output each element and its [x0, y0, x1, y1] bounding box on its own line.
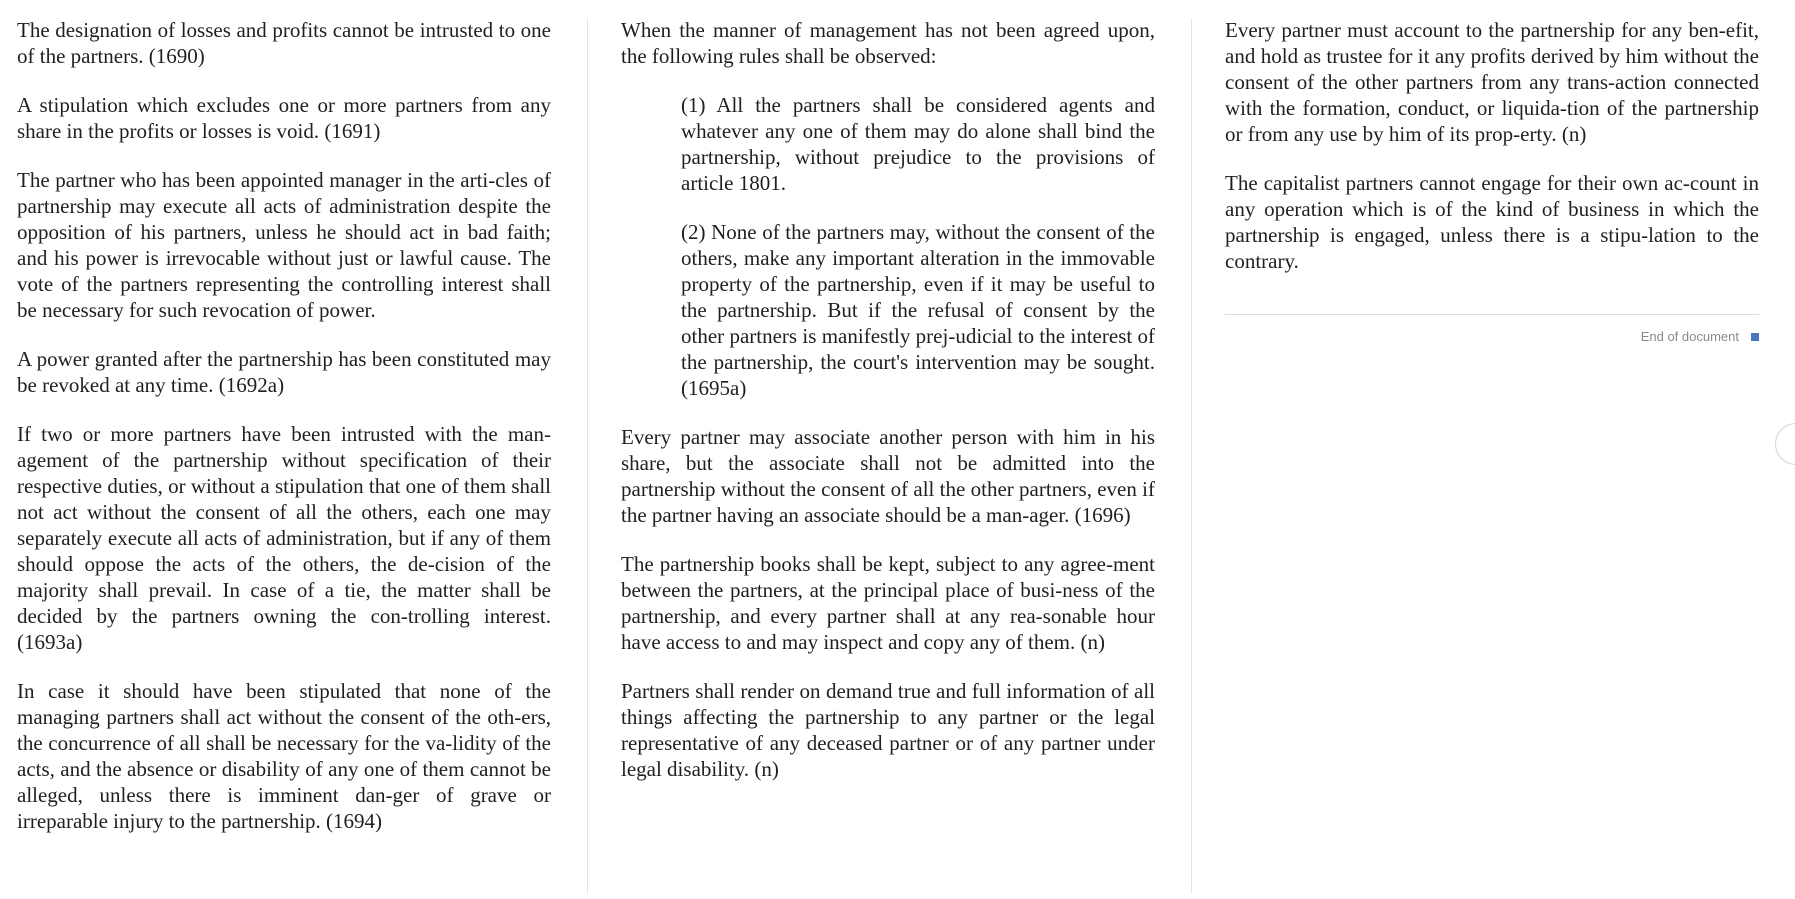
paragraph-1692a: A power granted after the partnership has been constituted may be revoked at any time. (1692a) — [17, 347, 551, 397]
paragraph-management-rules: When the manner of management has not been agreed upon, the following rules shall be observed: — [621, 18, 1155, 68]
paragraph-rule-2: (2) None of the partners may, without the consent of the others, make any important alteration in the immovable property of the partnership, even if it may be useful to the partnership. But if the refusal of consent by the other partners is manifestly prej-udicial to the interest of the partnership, the court's intervention may be sought. (1695a) — [681, 220, 1155, 400]
paragraph-1691: A stipulation which excludes one or more partners from any share in the profits or losses is void. (1691) — [17, 93, 551, 143]
paragraph-capitalist-partners: The capitalist partners cannot engage for their own ac-count in any operation which is of the kind of business in which the partnership is engaged, unless there is a stipu-lation to the contrary. — [1225, 171, 1759, 273]
scroll-handle[interactable] — [1775, 423, 1795, 465]
column-divider — [587, 18, 588, 894]
end-of-document-label: End of document — [1640, 329, 1739, 344]
paragraph-manager-power: The partner who has been appointed manager in the arti-cles of partnership may execute all acts of administration despite the opposition of his partners, unless he should act in bad faith; and his power is irrevocable without just or lawful cause. The vote of the partners representing the controlling interest shall be necessary for such revocation of power. — [17, 168, 551, 322]
paragraph-1696: Every partner may associate another person with him in his share, but the associate shall not be admitted into the partnership without the consent of all the other partners, even if the partner having an associate should be a man-ager. (1696) — [621, 425, 1155, 527]
column-3 — [1225, 17, 1759, 345]
end-square-icon — [1751, 333, 1759, 341]
paragraph-account-trustee: Every partner must account to the partnership for any ben-efit, and hold as trustee for it any profits derived by him without the consent of the other partners from any trans-action connected with the formation, conduct, or liquida-tion of the partnership or from any use by him of its prop-erty. (n) — [1225, 18, 1759, 146]
column-divider — [1191, 18, 1192, 894]
paragraph-1690: The designation of losses and profits cannot be intrusted to one of the partners. (1690) — [17, 18, 551, 68]
paragraph-1693a: If two or more partners have been intrusted with the man-agement of the partnership without specification of their respective duties, or without a stipulation that one of them shall not act without the consent of all the others, each one may separately execute all acts of administration, but if any of them should oppose the acts of the others, the de-cision of the majority shall prevail. In case of a tie, the matter shall be decided by the partners owning the con-trolling interest. (1693a) — [17, 422, 551, 654]
column-1 — [17, 17, 551, 857]
column-2 — [621, 17, 1155, 805]
end-of-document-marker — [1225, 329, 1759, 345]
end-of-document-rule — [1225, 314, 1759, 315]
paragraph-rule-1: (1) All the partners shall be considered agents and whatever any one of them may do alone shall bind the partnership, without prejudice to the provisions of article 1801. — [681, 93, 1155, 195]
paragraph-render-information: Partners shall render on demand true and full information of all things affecting the partnership to any partner or the legal representative of any deceased partner or of any partner under legal disability. (n) — [621, 679, 1155, 781]
paragraph-1694: In case it should have been stipulated that none of the managing partners shall act without the consent of the oth-ers, the concurrence of all shall be necessary for the va-lidity of the acts, and the absence or disability of any one of them cannot be alleged, unless there is imminent dan-ger of grave or irreparable injury to the partnership. (1694) — [17, 679, 551, 833]
paragraph-partnership-books: The partnership books shall be kept, subject to any agree-ment between the partners, at the principal place of busi-ness of the partnership, and every partner shall at any rea-sonable hour have access to and may inspect and copy any of them. (n) — [621, 552, 1155, 654]
